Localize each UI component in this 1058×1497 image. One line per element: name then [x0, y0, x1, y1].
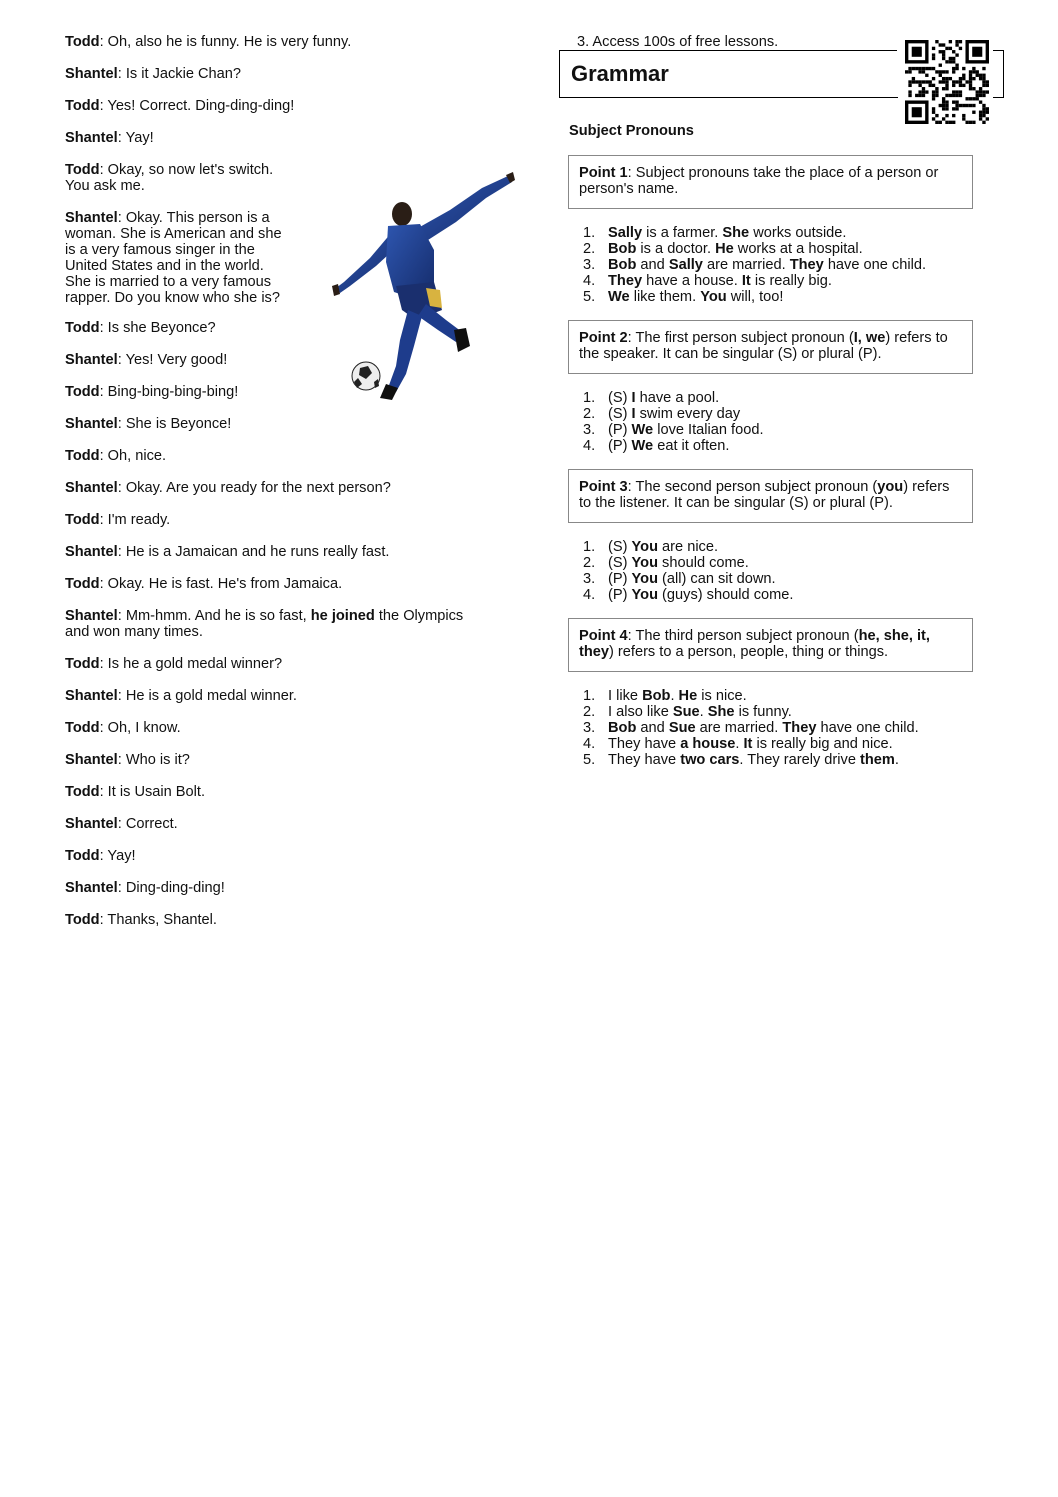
list-number: 3.: [583, 571, 596, 587]
emphasis-text: a house: [680, 736, 736, 752]
body-text: love Italian food.: [653, 422, 764, 438]
speaker-name: Todd: [65, 848, 100, 864]
body-text: person's name.: [579, 181, 679, 197]
emphasis-text: They: [782, 720, 817, 736]
list-item: [583, 257, 926, 273]
dialogue-line: [65, 384, 238, 400]
body-text: (P): [608, 422, 632, 438]
body-text: should come.: [658, 555, 749, 571]
dialogue-line: [65, 162, 273, 194]
dialogue-text: rapper. Do you know who she is?: [65, 290, 280, 306]
emphasis-text: She: [707, 704, 735, 720]
dialogue-text: She is married to a very famous: [65, 274, 272, 290]
body-text: : The third person subject pronoun (: [627, 628, 859, 644]
list-number: 5.: [583, 752, 596, 768]
emphasis-text: We: [608, 289, 630, 305]
list-number: 5.: [583, 289, 596, 305]
dialogue-text: : Ding-ding-ding!: [117, 880, 225, 896]
speaker-name: Shantel: [65, 416, 118, 432]
dialogue-text: : Okay. This person is a: [117, 210, 270, 226]
emphasis-text: It: [743, 736, 753, 752]
dialogue-text: and won many times.: [65, 624, 203, 640]
dialogue-text: : He is a gold medal winner.: [117, 688, 297, 704]
speaker-name: Shantel: [65, 66, 118, 82]
speaker-name: Shantel: [65, 480, 118, 496]
body-text: : The first person subject pronoun (: [627, 330, 854, 346]
body-text: is a doctor.: [636, 241, 716, 257]
body-text: (S): [608, 555, 632, 571]
example-list: [583, 539, 793, 603]
body-text: the speaker. It can be singular (S) or plural (P).: [579, 346, 882, 362]
dialogue-line: [65, 784, 205, 800]
list-item: [583, 422, 764, 438]
emphasis-text: She: [722, 225, 750, 241]
list-item: [583, 587, 793, 603]
lesson-line: 3. Access 100s of free lessons.: [577, 34, 779, 50]
list-number: 4.: [583, 736, 596, 752]
body-text: .: [735, 736, 744, 752]
emphasis-text: Bob: [608, 720, 637, 736]
dialogue-line: [65, 66, 241, 82]
speaker-name: Todd: [65, 784, 100, 800]
example-list: [583, 225, 926, 305]
dialogue-line: [65, 34, 351, 50]
speaker-name: Todd: [65, 320, 100, 336]
speaker-name: Shantel: [65, 608, 118, 624]
dialogue-line: [65, 448, 166, 464]
body-text: are married.: [695, 720, 783, 736]
speaker-name: Todd: [65, 384, 100, 400]
body-text: .: [894, 752, 899, 768]
emphasis-text: You: [631, 539, 658, 555]
emphasis-text: I: [631, 390, 636, 406]
list-item: [583, 736, 919, 752]
dialogue-line: [65, 544, 389, 560]
body-text: ) refers to: [885, 330, 948, 346]
emphasis-text: He: [678, 688, 698, 704]
dialogue-line: [65, 416, 231, 432]
dialogue-text: : Oh, also he is funny. He is very funny.: [99, 34, 352, 50]
body-text: have one child.: [816, 720, 919, 736]
dialogue-text: : Oh, nice.: [99, 448, 167, 464]
emphasis-text: I, we: [853, 330, 886, 346]
emphasis-text: Sue: [668, 720, 696, 736]
body-text: ) refers: [903, 479, 950, 495]
soccer-player-image: [330, 170, 515, 402]
list-item: [583, 720, 919, 736]
dialogue-line: [65, 688, 297, 704]
emphasis-text: You: [631, 571, 658, 587]
point-label: Point 3: [579, 479, 628, 495]
emphasis-text: They: [789, 257, 824, 273]
speaker-name: Todd: [65, 162, 100, 178]
subheading: Subject Pronouns: [569, 123, 694, 139]
list-number: 1.: [583, 390, 596, 406]
speaker-name: Shantel: [65, 352, 118, 368]
dialogue-line: [65, 848, 136, 864]
body-text: : The second person subject pronoun (: [627, 479, 878, 495]
dialogue-line: [65, 512, 170, 528]
example-list: [583, 390, 764, 454]
list-item: [583, 390, 764, 406]
body-text: (S): [608, 406, 632, 422]
speaker-name: Todd: [65, 448, 100, 464]
speaker-name: Todd: [65, 34, 100, 50]
body-text: (P): [608, 587, 632, 603]
dialogue-line: [65, 576, 342, 592]
dialogue-text: : Is he a gold medal winner?: [99, 656, 283, 672]
emphasis-text: they: [579, 644, 610, 660]
speaker-name: Shantel: [65, 816, 118, 832]
header-bracket: [993, 50, 1004, 98]
body-text: (P): [608, 438, 632, 454]
body-text: have a house.: [642, 273, 742, 289]
dialogue-line: [65, 816, 178, 832]
dialogue-text: : Okay. He is fast. He's from Jamaica.: [99, 576, 343, 592]
emphasis-text: You: [700, 289, 727, 305]
emphasis-text: two cars: [680, 752, 740, 768]
point-label: Point 4: [579, 628, 628, 644]
list-item: [583, 273, 926, 289]
body-text: and: [636, 257, 669, 273]
qr-code-icon[interactable]: [905, 40, 989, 124]
body-text: (all) can sit down.: [658, 571, 776, 587]
list-number: 3.: [583, 720, 596, 736]
body-text: are nice.: [658, 539, 719, 555]
speaker-name: Todd: [65, 576, 100, 592]
dialogue-text: : Okay, so now let's switch.: [99, 162, 274, 178]
emphasis-text: He: [715, 241, 734, 257]
list-number: 4.: [583, 587, 596, 603]
point-label: Point 1: [579, 165, 628, 181]
dialogue-text: : Correct.: [117, 816, 178, 832]
dialogue-line: [65, 752, 190, 768]
body-text: (P): [608, 571, 632, 587]
body-text: swim every day: [635, 406, 741, 422]
list-number: 2.: [583, 555, 596, 571]
speaker-name: Shantel: [65, 130, 118, 146]
dialogue-text: is a very famous singer in the: [65, 242, 255, 258]
body-text: works outside.: [749, 225, 847, 241]
list-number: 2.: [583, 704, 596, 720]
dialogue-line: [65, 320, 216, 336]
emphasis-text: They: [608, 273, 643, 289]
body-text: I like: [608, 688, 643, 704]
list-item: [583, 225, 926, 241]
body-text: are married.: [702, 257, 790, 273]
dialogue-text: : She is Beyonce!: [117, 416, 232, 432]
dialogue-text: United States and in the world.: [65, 258, 264, 274]
speaker-name: Shantel: [65, 688, 118, 704]
dialogue-text: : I'm ready.: [99, 512, 171, 528]
speaker-name: Todd: [65, 656, 100, 672]
emphasis-text: Bob: [608, 241, 637, 257]
body-text: is really big.: [750, 273, 832, 289]
dialogue-line: [65, 608, 463, 640]
dialogue-line: [65, 880, 225, 896]
emphasis-text: Bob: [608, 257, 637, 273]
dialogue-text: : Bing-bing-bing-bing!: [99, 384, 239, 400]
emphasis-text: We: [631, 438, 654, 454]
dialogue-text: : Yes! Correct. Ding-ding-ding!: [99, 98, 295, 114]
dialogue-text: : Oh, I know.: [99, 720, 181, 736]
body-text: will, too!: [726, 289, 784, 305]
dialogue-text: : It is Usain Bolt.: [99, 784, 206, 800]
list-number: 2.: [583, 241, 596, 257]
grammar-title: Grammar: [571, 61, 669, 86]
list-number: 3.: [583, 422, 596, 438]
body-text: to the listener. It can be singular (S) or plural (P).: [579, 495, 893, 511]
point-label: Point 2: [579, 330, 628, 346]
dialogue-emphasis: he joined: [310, 608, 375, 624]
speaker-name: Todd: [65, 98, 100, 114]
emphasis-text: You: [631, 587, 658, 603]
body-text: They have: [608, 736, 681, 752]
emphasis-text: You: [631, 555, 658, 571]
body-text: I also like: [608, 704, 673, 720]
list-number: 1.: [583, 539, 596, 555]
list-item: [583, 289, 926, 305]
speaker-name: Shantel: [65, 210, 118, 226]
body-text: is funny.: [734, 704, 792, 720]
body-text: like them.: [629, 289, 701, 305]
body-text: works at a hospital.: [733, 241, 863, 257]
dialogue-text: the Olympics: [374, 608, 464, 624]
list-item: [583, 704, 919, 720]
dialogue-line: [65, 130, 154, 146]
speaker-name: Todd: [65, 720, 100, 736]
body-text: have a pool.: [635, 390, 720, 406]
body-text: (S): [608, 390, 632, 406]
example-list: [583, 688, 919, 768]
dialogue-text: : Mm-hmm. And he is so fast,: [117, 608, 311, 624]
body-text: . They rarely drive: [739, 752, 860, 768]
point-box: [568, 320, 973, 374]
list-item: [583, 438, 764, 454]
body-text: is a farmer.: [642, 225, 723, 241]
dialogue-text: : Yes! Very good!: [117, 352, 228, 368]
speaker-name: Shantel: [65, 752, 118, 768]
body-text: have one child.: [823, 257, 926, 273]
dialogue-text: : Okay. Are you ready for the next person?: [117, 480, 391, 496]
body-text: (S): [608, 539, 632, 555]
list-number: 1.: [583, 225, 596, 241]
body-text: ) refers to a person, people, thing or things.: [609, 644, 889, 660]
list-item: [583, 241, 926, 257]
point-box: [568, 469, 973, 523]
speaker-name: Todd: [65, 912, 100, 928]
dialogue-line: [65, 912, 217, 928]
emphasis-text: he, she, it,: [858, 628, 930, 644]
body-text: : Subject pronouns take the place of a person or: [627, 165, 939, 181]
body-text: (guys) should come.: [658, 587, 794, 603]
list-number: 4.: [583, 273, 596, 289]
dialogue-text: : Who is it?: [117, 752, 190, 768]
dialogue-line: [65, 352, 227, 368]
dialogue-line: [65, 210, 282, 306]
list-item: [583, 688, 919, 704]
dialogue-text: : Yay!: [117, 130, 154, 146]
list-number: 1.: [583, 688, 596, 704]
body-text: eat it often.: [653, 438, 730, 454]
list-number: 3.: [583, 257, 596, 273]
list-number: 2.: [583, 406, 596, 422]
body-text: .: [699, 704, 708, 720]
list-item: [583, 571, 793, 587]
dialogue-text: : He is a Jamaican and he runs really fast.: [117, 544, 390, 560]
speaker-name: Shantel: [65, 880, 118, 896]
emphasis-text: It: [741, 273, 751, 289]
emphasis-text: them: [860, 752, 895, 768]
body-text: is really big and nice.: [752, 736, 893, 752]
speaker-name: Shantel: [65, 544, 118, 560]
body-text: and: [636, 720, 669, 736]
list-item: [583, 539, 793, 555]
emphasis-text: I: [631, 406, 636, 422]
emphasis-text: Sue: [672, 704, 700, 720]
dialogue-text: : Is it Jackie Chan?: [117, 66, 242, 82]
body-text: .: [670, 688, 679, 704]
dialogue-line: [65, 720, 181, 736]
dialogue-text: You ask me.: [65, 178, 145, 194]
emphasis-text: Sally: [608, 225, 643, 241]
dialogue-line: [65, 480, 391, 496]
dialogue-text: : Thanks, Shantel.: [99, 912, 217, 928]
list-number: 4.: [583, 438, 596, 454]
list-item: [583, 406, 764, 422]
speaker-name: Todd: [65, 512, 100, 528]
dialogue-text: woman. She is American and she: [65, 226, 282, 242]
dialogue-text: : Yay!: [99, 848, 136, 864]
dialogue-line: [65, 656, 282, 672]
dialogue-line: [65, 98, 294, 114]
list-item: [583, 555, 793, 571]
list-item: [583, 752, 919, 768]
dialogue-text: : Is she Beyonce?: [99, 320, 216, 336]
emphasis-text: We: [631, 422, 654, 438]
point-box: [568, 155, 973, 209]
emphasis-text: Sally: [668, 257, 703, 273]
emphasis-text: Bob: [642, 688, 671, 704]
emphasis-text: you: [877, 479, 904, 495]
grammar-header-box: [559, 51, 898, 98]
body-text: They have: [608, 752, 681, 768]
body-text: is nice.: [697, 688, 747, 704]
point-box: [568, 618, 973, 672]
